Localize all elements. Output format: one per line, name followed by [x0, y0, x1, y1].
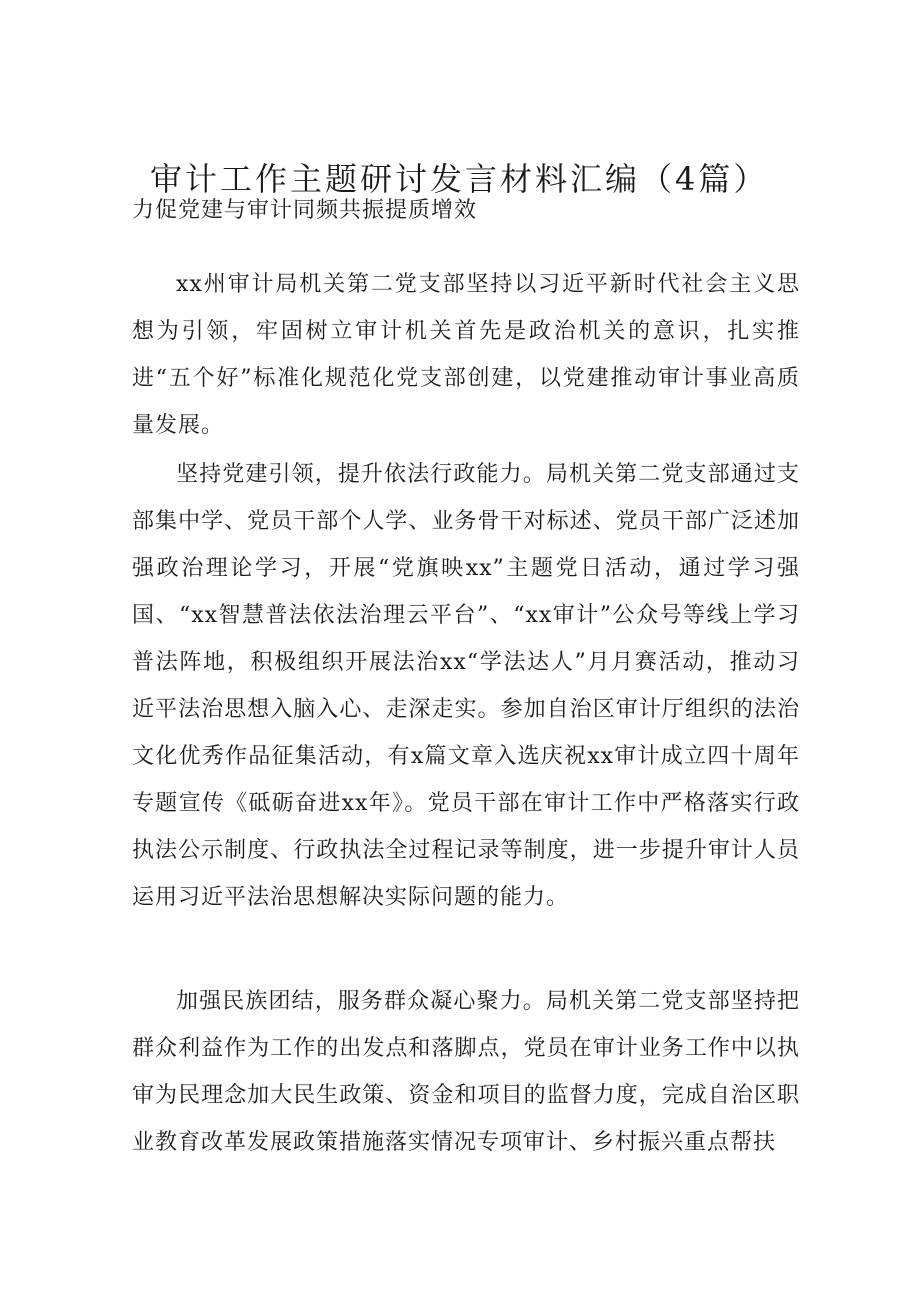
- paragraph-intro: xx州审计局机关第二党支部坚持以习近平新时代社会主义思想为引领，牢固树立审计机关首先是政治机关的意识，扎实推进“五个好”标准化规范化党支部创建，以党建推动审计事业高质量发展。: [132, 272, 800, 438]
- paragraph-party-leadership: 坚持党建引领，提升依法行政能力。局机关第二党支部通过支部集中学、党员干部个人学、业务骨干对标述、党员干部广泛述加强政治理论学习，开展“党旗映xx”主题党日活动，通过学习强国、“xx智慧普法依法治理云平台”、“xx审计”公众号等线上学习普法阵地，积极组织开展法治xx“学法达人”月月赛活动，推动习近平法治思想入脑入心、走深走实。参加自治区审计厅组织的法治文化优秀作品征集活动，有x篇文章入选庆祝xx审计成立四十周年专题宣传《砥砺奋进xx年》。党员干部在审计工作中严格落实行政执法公示制度、行政执法全过程记录等制度，进一步提升审计人员运用习近平法治思想解决实际问题的能力。: [132, 462, 800, 910]
- document-title: 审计工作主题研讨发言材料汇编（4篇）: [150, 160, 769, 199]
- document-subtitle: 力促党建与审计同频共振提质增效: [132, 198, 478, 223]
- paragraph-ethnic-unity: 加强民族团结，服务群众凝心聚力。局机关第二党支部坚持把群众利益作为工作的出发点和落脚点，党员在审计业务工作中以执审为民理念加大民生政策、资金和项目的监督力度，完成自治区职业教育改革发展政策措施落实情况专项审计、乡村振兴重点帮扶: [132, 989, 800, 1155]
